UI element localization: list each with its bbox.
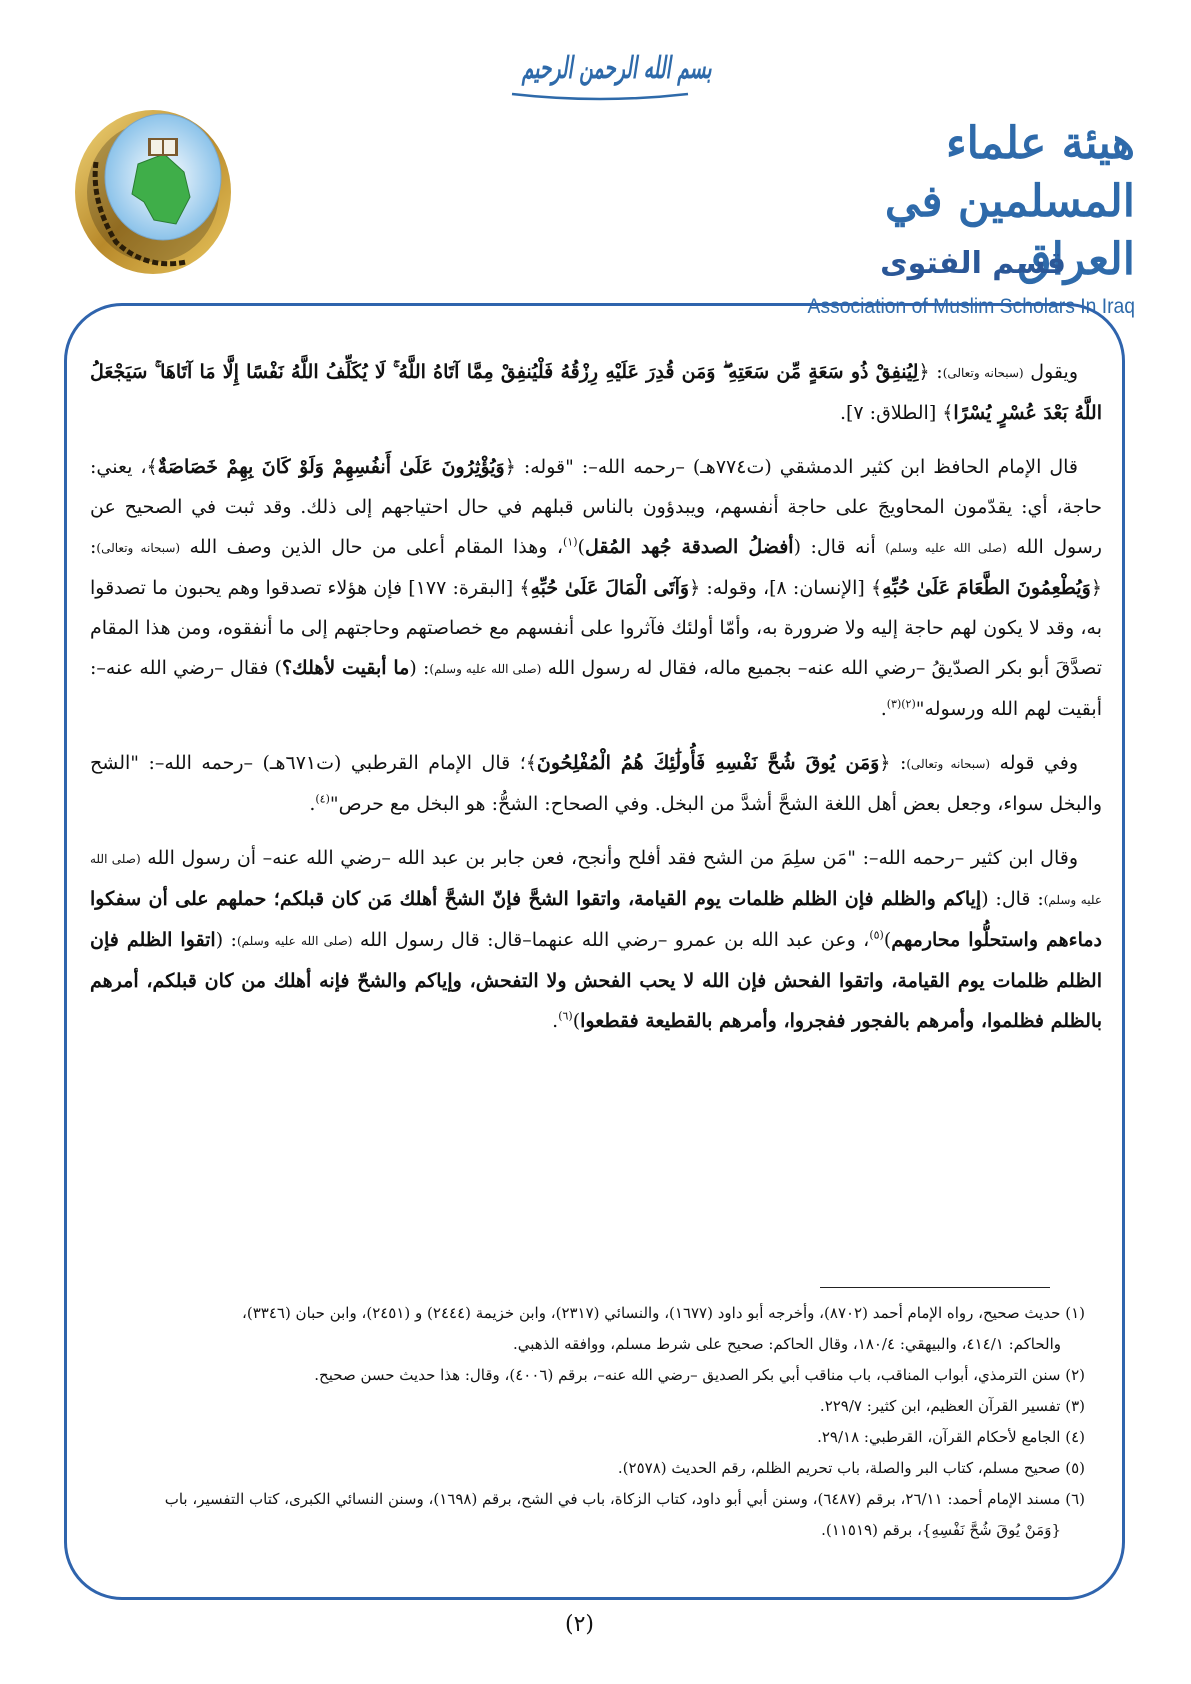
footnotes	[105, 1298, 1085, 1546]
honorific-glyph: (سبحانه وتعالى)	[906, 757, 991, 771]
text: ، وعن عبد الله بن عمرو –رضي الله عنهما–قال: قال رسول الله	[359, 929, 870, 951]
footnote-ref[interactable]: (٢)	[901, 697, 916, 711]
text: قال الإمام الحافظ ابن كثير الدمشقي (ت٧٧٤هـ) –رحمه الله–: "قوله: ﴿	[504, 456, 1079, 478]
text: : (	[409, 657, 430, 679]
text: )	[572, 1010, 581, 1032]
footnote-2	[105, 1360, 1085, 1391]
text: : (	[215, 929, 237, 951]
text: .	[552, 1010, 559, 1032]
footnote-6	[105, 1484, 1085, 1546]
footnote-text: {وَمَنْ يُوقَ شُحَّ نَفْسِهِ}، برقم (١١٥١٩).	[821, 1521, 1061, 1539]
basmala-underline-arc	[510, 92, 690, 102]
basmala-text: بسم الله الرحمن الرحيم	[521, 49, 712, 86]
text: : ﴿	[90, 536, 1102, 599]
honorific-glyph: (صلى الله عليه وسلم)	[90, 852, 1102, 907]
footnote-separator	[820, 1287, 1050, 1288]
paragraph-ibn-kathir	[90, 447, 1102, 729]
text: )	[577, 536, 585, 558]
hadith-quote: إياكم والظلم فإن الظلم ظلمات يوم القيامة، واتقوا الشحَّ فإنّ الشحَّ أهلك مَن كان قبلكم؛ حملهم على أن سفكوا دماءهم واستحلُّوا محارمهم	[90, 888, 1103, 951]
department-title: قسم الفتوى	[880, 246, 1066, 281]
organization-name-english: Association of Muslim Scholars In Iraq	[807, 295, 1135, 318]
text: .	[309, 793, 316, 815]
quran-verse: وَيُطْعِمُونَ الطَّعَامَ عَلَىٰ حُبِّهِ	[882, 577, 1091, 599]
footnote-ref[interactable]: (٣)	[886, 697, 902, 711]
footnote-ref[interactable]: (٤)	[315, 792, 330, 806]
quran-verse: وَآتَى الْمَالَ عَلَىٰ حُبِّهِ	[530, 577, 690, 599]
footnote-text: والحاكم: ٤١٤/١، والبيهقي: ١٨٠/٤، وقال الحاكم: صحيح على شرط مسلم، ووافقه الذهبي.	[512, 1335, 1061, 1353]
footnote-text: (٣) تفسير القرآن العظيم، ابن كثير: ٢٢٩/٧.	[819, 1397, 1085, 1415]
honorific-glyph: (سبحانه وتعالى)	[96, 541, 181, 555]
hadith-quote: أفضلُ الصدقة جُهد المُقل	[584, 536, 794, 558]
text: أنه قال: (	[793, 536, 876, 558]
text: : ﴿	[918, 361, 943, 383]
text: وقال ابن كثير –رحمه الله–: "مَن سلِمَ من الشح فقد أفلح وأنجح، فعن جابر بن عبد الله –رضي الله عنه– أن رسول الله	[147, 847, 1078, 869]
footnote-3	[105, 1391, 1085, 1422]
text: )	[883, 929, 892, 951]
text: .	[880, 698, 887, 720]
text: وفي قوله	[999, 752, 1078, 774]
organization-seal-logo	[66, 102, 241, 277]
text: ﴾ [الإنسان: ٨]، وقوله: ﴿	[689, 577, 883, 599]
text: ﴾ [البقرة: ١٧٧] فإن هؤلاء تصدقوا وهم يحبون ما تصدقوا به، وقد لا يكون لهم حاجة إليه ولا ضرورة به، وأمّا أولئك فآثروا على أنفسهم مع خصاصتهم وحاجتهم إلى ما أنفقوه، ومن هذا المقام تصدَّقَ أبو بكر الصدّيقُ –رضي الله عنه– بجميع ماله، فقال له رسول الله	[90, 577, 1102, 679]
text: : ﴿	[879, 752, 907, 774]
paragraph-quran-talaq	[90, 352, 1102, 433]
honorific-glyph: (صلى الله عليه وسلم)	[885, 541, 1007, 555]
footnote-text: (١) حديث صحيح، رواه الإمام أحمد (٨٧٠٢)، وأخرجه أبو داود (١٦٧٧)، والنسائي (٢٣١٧)، وابن خزيمة (٢٤٤٤) و (٢٤٥١)، وابن حبان (٣٣٤٦)،	[242, 1304, 1085, 1322]
document-body	[90, 352, 1102, 1055]
footnote-text: (٦) مسند الإمام أحمد: ٢٦/١١، برقم (٦٤٨٧)، وسنن أبي أبو داود، كتاب الزكاة، باب في الشح، برقم (١٦٩٨)، وسنن النسائي الكبرى، كتاب التفسير، باب	[164, 1490, 1085, 1508]
paragraph-qurtubi	[90, 743, 1102, 824]
organization-name-arabic: هيئة علماء المسلمين في العراق	[884, 118, 1135, 285]
hadith-quote: ما أبقيت لأهلك؟	[281, 657, 410, 679]
text: ﴾، يعني: حاجة، أي: يقدّمون المحاويجَ على حاجة أنفسهم، ويبدؤون بالناس قبلهم في حال احتياجهم إلى ذلك. وقد ثبت في الصحيح عن رسول الله	[90, 456, 1102, 558]
text: ) فقال –رضي الله عنه–: أبقيت لهم الله ورسوله"	[90, 657, 1102, 720]
footnote-ref[interactable]: (٥)	[869, 928, 884, 942]
honorific-glyph: (سبحانه وتعالى)	[942, 366, 1024, 380]
quran-verse: وَمَن يُوقَ شُحَّ نَفْسِهِ فَأُولَٰئِكَ هُمُ الْمُفْلِحُونَ	[536, 752, 880, 774]
footnote-4	[105, 1422, 1085, 1453]
honorific-glyph: (صلى الله عليه وسلم)	[236, 934, 353, 948]
quran-verse: لِيُنفِقْ ذُو سَعَةٍ مِّن سَعَتِهِ ۖ وَمَن قُدِرَ عَلَيْهِ رِزْقُهُ فَلْيُنفِقْ مِمَّا آتَاهُ اللَّهُ ۚ لَا يُكَلِّفُ اللَّهُ نَفْسًا إِلَّا مَا آتَاهَا ۚ سَيَجْعَلُ اللَّهُ بَعْدَ عُسْرٍ يُسْرًا	[90, 361, 1102, 424]
paragraph-hadith-zulm	[90, 838, 1102, 1041]
page-number: (٢)	[565, 1612, 595, 1637]
text: : قال: (	[981, 888, 1044, 910]
hadith-quote: اتقوا الظلم فإن الظلم ظلمات يوم القيامة، واتقوا الفحش فإن الله لا يحب الفحش ولا التفحش، وإياكم والشحّ فإنه أهلك من كان قبلكم، أمرهم بالظلم فظلموا، وأمرهم بالفجور ففجروا، وأمرهم بالقطيعة فقطعوا	[90, 929, 1102, 1032]
footnote-5	[105, 1453, 1085, 1484]
quran-verse: وَيُؤْثِرُونَ عَلَىٰ أَنفُسِهِمْ وَلَوْ كَانَ بِهِمْ خَصَاصَةٌ	[157, 456, 505, 478]
basmala-calligraphy	[495, 48, 712, 104]
text: ﴾؛ قال الإمام القرطبي (ت٦٧١هـ) –رحمه الله–: "الشح والبخل سواء، وجعل بعض أهل اللغة الشحَّ أشدَّ من البخل. وفي الصحاح: الشحُّ: هو البخل مع حرص"	[90, 752, 1102, 815]
footnote-ref[interactable]: (٦)	[558, 1009, 573, 1023]
honorific-glyph: (صلى الله عليه وسلم)	[429, 662, 542, 676]
footnote-1	[105, 1298, 1085, 1360]
verse-citation: ﴾ [الطلاق: ٧].	[839, 402, 954, 424]
text: ويقول	[1030, 361, 1078, 383]
footnote-text: (٤) الجامع لأحكام القرآن، القرطبي: ٢٩/١٨.	[817, 1428, 1085, 1446]
footnote-text: (٥) صحيح مسلم، كتاب البر والصلة، باب تحريم الظلم، رقم الحديث (٢٥٧٨).	[617, 1459, 1085, 1477]
footnote-ref[interactable]: (١)	[563, 535, 578, 549]
text: ، وهذا المقام أعلى من حال الذين وصف الله	[189, 536, 563, 558]
footnote-text: (٢) سنن الترمذي، أبواب المناقب، باب مناقب أبي بكر الصديق –رضي الله عنه–، برقم (٤٠٠٦)، وقال: هذا حديث حسن صحيح.	[314, 1366, 1085, 1384]
